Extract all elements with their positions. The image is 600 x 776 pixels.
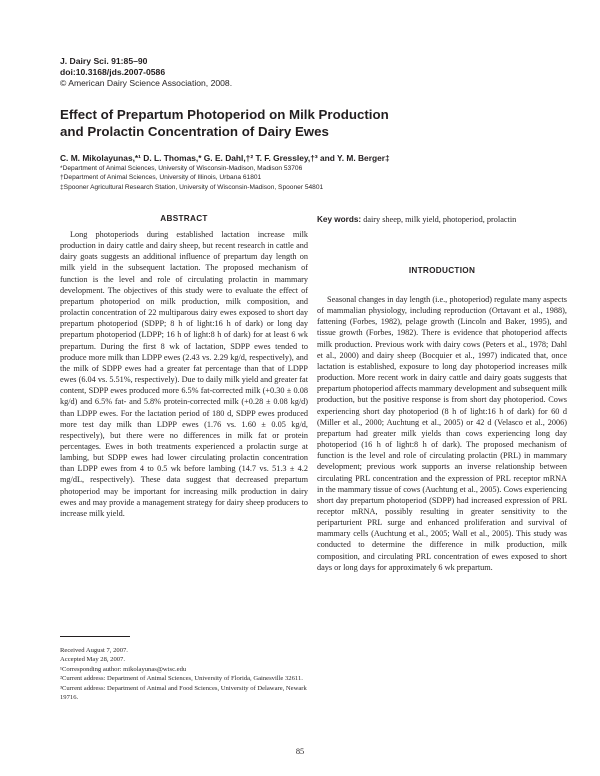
footnote-divider [60,636,130,637]
page-number: 85 [295,747,305,756]
introduction-text: Seasonal changes in day length (i.e., photoperiod) regulate many aspects of mammalian physiology, including reproduction (Ortavant et al., 1988), fattening (Forbes, 1982), pelage growth (Lincoln and Baker, 1995), and tissue growth (Forbes, 1982). There is evidence that photoperiod affects milk production. Previous work with dairy cows (Peters et al., 1978; Dahl et al., 2000) and dairy sheep (Bocquier et al., 1997) indicated that, once lactation is established, exposure to long day photoperiod increases milk production. More recent work in dairy cattle and dairy goats suggests that prepartum photoperiod affects mammary development and subsequent milk production, but the positive response is from short day photoperiod. Cows experiencing short day photoperiod (8 h of light:16 h of dark) for 60 d (Miller et al., 2000; Auchtung et al., 2005) or 42 d (Velasco et al., 2006) prepartum had greater milk yields than cows experiencing long day photoperiod (16 h of light:8 h of dark). The proposed mechanism of function is the level and role of circulating prolactin (PRL) in mammary development; previous work supports an inverse relationship between circulating PRL concentration and the expression of PRL receptor mRNA in the mammary tissue of cows (Auchtung et al., 2005). Cows experiencing short day prepartum photoperiod (SDPP) had increased expression of PRL receptor mRNA, possibly resulting in greater sensitivity to the periparturient PRL surge and enhanced proliferation and survival of mammary cells (Auchtung et al., 2005; Wall et al., 2005). This study was conducted to determine the difference in milk production, milk composition, and circulating PRL concentration of ewes exposed to short days or long days for approximately 6 wk prepartum. [317,295,567,572]
copyright: © American Dairy Science Association, 2008. [60,78,233,88]
affiliations [60,164,323,192]
authors: C. M. Mikolayunas,*¹ D. L. Thomas,* G. E. Dahl,†² T. F. Gressley,†³ and Y. M. Berger‡ [60,153,390,163]
footnote: ²Current address: Department of Animal Sciences, University of Florida, Gainesville 32611. [60,675,303,683]
paper-title [60,107,540,140]
affiliation: †Department of Animal Sciences, University of Illinois, Urbana 61801 [60,174,262,182]
abstract-heading: ABSTRACT [160,214,208,223]
keywords-label: Key words: [317,215,362,224]
affiliation: ‡Spooner Agricultural Research Station, University of Wisconsin-Madison, Spooner 54801 [60,183,324,191]
affiliation: *Department of Animal Sciences, University of Wisconsin-Madison, Madison 53706 [60,165,303,172]
introduction-body [317,294,567,573]
title-line-2: and Prolactin Concentration of Dairy Ewes [60,123,329,139]
journal-citation: J. Dairy Sci. 91:85–90 [60,56,148,66]
introduction-heading: INTRODUCTION [408,266,476,275]
title-line-1: Effect of Prepartum Photoperiod on Milk Production [60,107,389,122]
footnotes [60,646,308,702]
footnote: ³Current address: Department of Animal and Food Sciences, University of Delaware, Newark 19716. [60,684,307,702]
doi: doi:10.3168/jds.2007-0586 [60,67,166,77]
abstract-body [60,229,308,519]
footnote: Accepted May 28, 2007. [60,656,126,664]
abstract-text: Long photoperiods during established lactation increase milk production in dairy cattle and dairy sheep, but recent research in cattle and dairy goats suggests an additional influence of prepartum day length on milk yield in the subsequent lactation. The proposed mechanism of function is the level and role of circulating prolactin in mammary development. The objectives of this study were to evaluate the effect of prepartum photoperiod on milk production, milk composition, and prolactin concentration of 22 multiparous dairy ewes exposed to short day prepartum photoperiod (SDPP; 8 h of light:16 h of dark) or long day prepartum photoperiod (LDPP; 16 h of light:8 h of dark) for at least 6 wk prepartum. During the first 8 wk of lactation, SDPP ewes tended to produce more milk than LDPP ewes (2.43 vs. 2.29 kg/d, respectively), and the milk of SDPP ewes had a greater fat percentage than that of LDPP ewes (6.04 vs. 5.51%, respectively). Due to daily milk yield and greater fat content, SDPP ewes produced more 6.5% fat-corrected milk (+0.30 ± 0.08 kg/d) and 6.5% fat- and 5.8% protein-corrected milk (+0.28 ± 0.08 kg/d) than LDPP ewes. For the lactation period of 180 d, SDPP ewes produced more test day milk than LDPP ewes (1.76 vs. 1.60 ± 0.05 kg/d, respectively), but there were no differences in milk fat or protein percentages. Ewes in both treatments experienced a prolactin surge at lambing, but SDPP ewes had lower circulating prolactin concentration than LDPP ewes from 4 to 0.5 wk before lambing (14.7 vs. 51.3 ± 4.2 mg/dL, respectively). These data suggest that decreased prepartum photoperiod may be important for increasing milk production in dairy ewes and may provide a management strategy for dairy sheep producers to increase milk yield. [60,230,308,518]
journal-header [60,56,232,89]
keywords-text: dairy sheep, milk yield, photoperiod, prolactin [363,215,517,224]
footnote: ¹Corresponding author: mikolayunas@wisc.edu [60,665,187,673]
footnote: Received August 7, 2007. [60,647,128,654]
keywords [317,214,567,225]
